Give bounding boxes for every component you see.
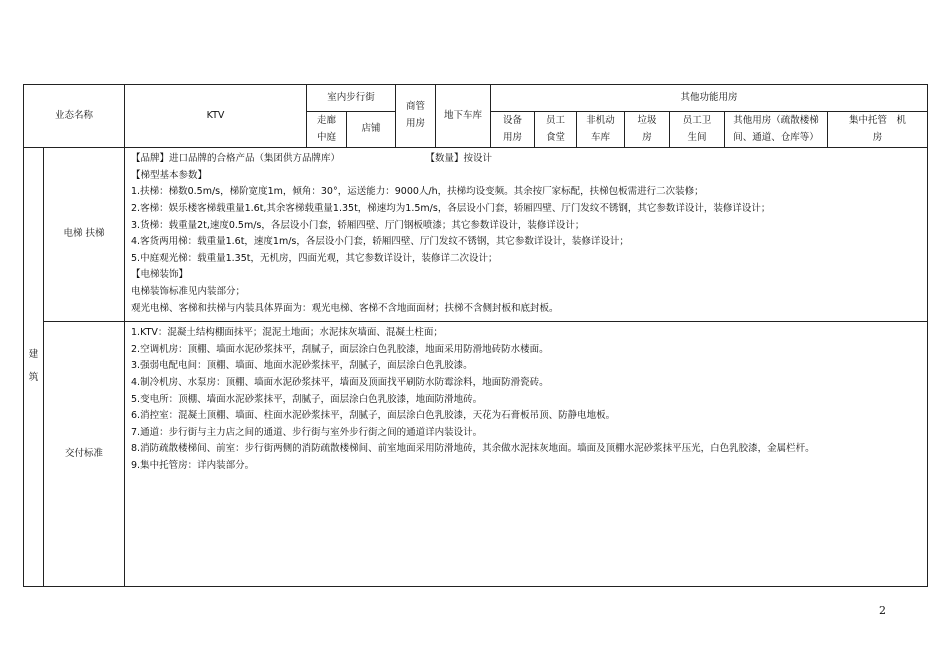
pipe-room-header: 集中托管 机 房 — [828, 112, 928, 148]
indoor-street-header: 室内步行街 — [307, 85, 396, 112]
elevator-line: 3.货梯：载重量2t,速度0.5m/s，各层设小门套，轿厢四壁、厅门钢板喷漆；其它参数详设计，装修详设计； — [131, 219, 585, 231]
delivery-line: 8.消防疏散楼梯间、前室：步行街两侧的消防疏散楼梯间、前室地面采用防滑地砖，其余做水泥抹灰地面。墙面及顶棚水泥砂浆抹平压光，白色乳胶漆，金属栏杆。 — [131, 443, 815, 455]
parking-header: 地下车库 — [436, 85, 491, 148]
corridor-header: 走廊 中庭 — [307, 112, 347, 148]
commercial-header: 商管 用房 — [396, 85, 436, 148]
nonmotor-garage-header: 非机动 车库 — [577, 112, 625, 148]
elevator-content — [125, 148, 928, 322]
business-name-header: 业态名称 — [24, 85, 125, 148]
elevator-line: 5.中庭观光梯：载重量1.35t，无机房，四面光观，其它参数详设计，装修详二次设计； — [131, 252, 498, 264]
delivery-label: 交付标准 — [44, 322, 125, 587]
delivery-line: 2.空调机房：顶棚、墙面水泥砂浆抹平，刮腻子，面层涂白色乳胶漆，地面采用防滑地砖防水楼面。 — [131, 343, 549, 355]
garbage-room-header: 垃圾 房 — [625, 112, 670, 148]
page-number: 2 — [879, 604, 886, 617]
elevator-line: 电梯装饰标准见内装部分； — [131, 286, 246, 297]
elevator-line: 【梯型基本参数】 — [131, 169, 208, 181]
delivery-line: 6.消控室：混凝土顶棚、墙面、柱面水泥砂浆抹平，刮腻子，面层涂白色乳胶漆，天花为石膏板吊顶、防静电地板。 — [131, 410, 616, 422]
delivery-line: 3.强弱电配电间：顶棚、墙面、地面水泥砂浆抹平，刮腻子，面层涂白色乳胶漆。 — [131, 360, 473, 372]
delivery-line: 7.通道：步行街与主力店之间的通道、步行街与室外步行街之间的通道详内装设计。 — [131, 426, 483, 438]
delivery-line: 4.制冷机房、水泵房：顶棚、墙面水泥砂浆抹平，墙面及顶面找平刷防水防霉涂料，地面防滑瓷砖。 — [131, 376, 549, 388]
delivery-content — [125, 322, 928, 587]
elevator-line: 【品牌】进口品牌的合格产品（集团供方品牌库） 【数量】按设计 — [131, 153, 493, 164]
other-rooms-detail-header: 其他用房（疏散楼梯 间、通道、仓库等） — [725, 112, 828, 148]
category-building: 建 筑 — [24, 148, 44, 587]
staff-canteen-header: 员工 食堂 — [535, 112, 577, 148]
spec-table — [23, 84, 928, 587]
elevator-label: 电梯 扶梯 — [44, 148, 125, 322]
elevator-line: 【电梯装饰】 — [131, 269, 189, 281]
delivery-line: 9.集中托管房：详内装部分。 — [131, 460, 255, 471]
equipment-room-header: 设备 用房 — [491, 112, 535, 148]
elevator-line: 4.客货两用梯：载重量1.6t，速度1m/s，各层设小门套，轿厢四壁、厅门发纹不锈钢，其它参数详设计，装修详设计； — [131, 236, 629, 248]
elevator-line: 观光电梯、客梯和扶梯与内装具体界面为：观光电梯、客梯不含地面面材；扶梯不含侧封板和底封板。 — [131, 302, 559, 314]
ktv-header: KTV — [125, 85, 307, 148]
elevator-line: 2.客梯：娱乐楼客梯载重量1.6t,其余客梯载重量1.35t，梯速均为1.5m/s，各层设小门套，轿厢四壁、厅门发纹不锈钢，其它参数详设计，装修详设计； — [131, 202, 771, 214]
staff-toilet-header: 员工卫 生间 — [670, 112, 725, 148]
elevator-line: 1.扶梯：梯数0.5m/s，梯阶宽度1m，倾角：30°，运送能力：9000人/h，扶梯均设变频。其余按厂家标配，扶梯包板需进行二次装修； — [131, 186, 704, 198]
delivery-line: 5.变电所：顶棚、墙面水泥砂浆抹平，刮腻子，面层涂白色乳胶漆，地面防滑地砖。 — [131, 393, 483, 405]
delivery-line: 1.KTV：混凝土结构棚面抹平；混泥土地面；水泥抹灰墙面、混凝土柱面； — [131, 327, 443, 338]
shop-header: 店铺 — [347, 112, 396, 148]
other-rooms-header: 其他功能用房 — [491, 85, 928, 112]
